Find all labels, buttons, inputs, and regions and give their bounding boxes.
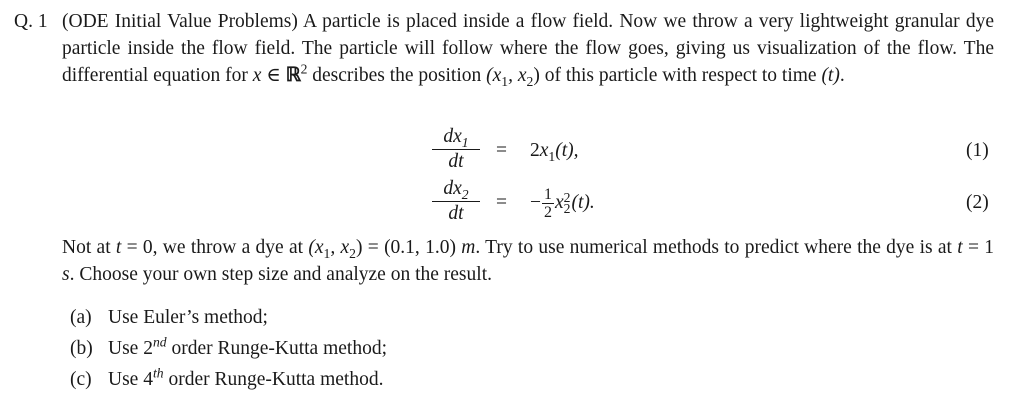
initial-condition-paragraph: Not at t = 0, we throw a dye at ($x_1$, $x_2) = (0.1$, 1.0) m. Try to use numerical methods to predict where the dye is at t = 1 s. Choose your own step size and analyze on the result. xyxy=(62,237,995,285)
intro-position-close: ) xyxy=(533,65,540,86)
eq2-derivative xyxy=(432,178,480,226)
intro-variable: x xyxy=(252,65,262,86)
eq1-numerator: $dx_1$ xyxy=(432,126,480,150)
eq1-rhs: $2x_1(t)$, xyxy=(530,140,579,164)
question-parts-list xyxy=(70,302,670,395)
question-intro xyxy=(62,8,994,89)
eq2-numerator: $dx_2$ xyxy=(432,178,480,202)
equation-block xyxy=(0,124,1024,236)
eq2-number: (2) xyxy=(966,192,989,213)
question-header xyxy=(14,8,994,89)
part-c xyxy=(70,364,670,395)
part-a-label: (a) xyxy=(70,307,92,328)
equation-2 xyxy=(0,178,1024,234)
part-c-ordinal: th xyxy=(152,365,164,381)
question-number: Q. 1 xyxy=(14,11,48,32)
part-b-text-a: Use 2 xyxy=(108,338,153,359)
part-b xyxy=(70,333,670,364)
intro-position-sub1: 1 xyxy=(501,73,509,89)
intro-time: (t) xyxy=(821,65,840,86)
equation-1 xyxy=(0,126,1024,182)
intro-position-sub2: 2 xyxy=(526,73,534,89)
intro-space-exponent: 2 xyxy=(300,61,308,77)
part-a-text: Use Euler’s method; xyxy=(108,307,268,328)
part-b-text-b: order Runge-Kutta method; xyxy=(166,338,387,359)
intro-real-space: ℝ xyxy=(285,65,301,86)
intro-text-b: describes the position xyxy=(307,65,487,86)
intro-position-open: (x xyxy=(486,65,502,86)
question-block xyxy=(14,8,994,89)
part-a xyxy=(70,302,670,333)
eq1-denominator: dt xyxy=(448,151,464,172)
part-c-text-b: order Runge-Kutta method. xyxy=(163,369,384,390)
eq2-rhs: − $\frac{1}{2}$ x 2 2 (t). xyxy=(530,185,595,221)
part-c-label: (c) xyxy=(70,369,92,390)
intro-end: . xyxy=(839,65,845,86)
intro-text-a: (ODE Initial Value Problems) A particle is placed inside a flow field. Now we throw a very lightweight granular dye particle inside the flow field. The particle will follow where the flow goes, giving us visualization of the flow. The differential equation for xyxy=(62,11,994,86)
part-b-label: (b) xyxy=(70,338,93,359)
part-c-text-a: Use 4 xyxy=(108,369,153,390)
intro-text-c: of this particle with respect to time xyxy=(539,65,822,86)
eq1-number: (1) xyxy=(966,140,989,161)
eq1-equals: = xyxy=(496,140,507,161)
part-b-ordinal: nd xyxy=(152,334,167,350)
eq2-denominator: dt xyxy=(448,203,464,224)
eq1-derivative xyxy=(432,126,480,174)
intro-element-of: ∈ xyxy=(261,65,286,86)
eq2-equals: = xyxy=(496,192,507,213)
intro-position-comma: , x xyxy=(508,65,527,86)
eq2-half-fraction: $\frac{1}{2}$ xyxy=(544,185,552,221)
